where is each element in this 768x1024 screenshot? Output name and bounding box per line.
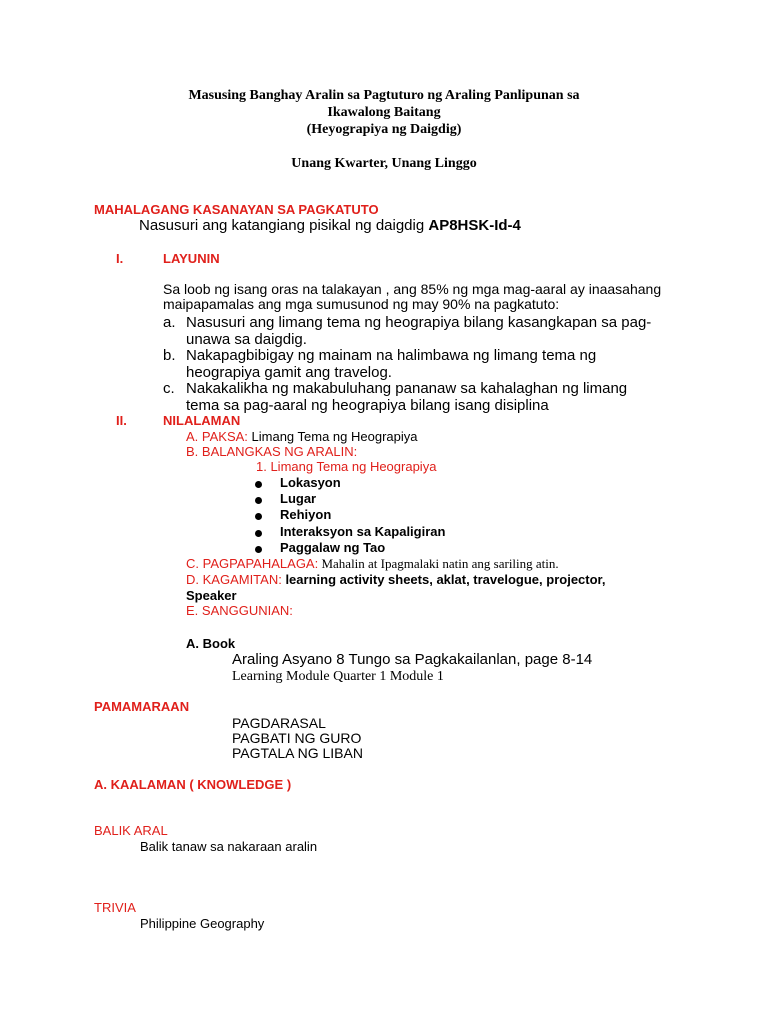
- paksa-row: [186, 429, 418, 444]
- competency-statement: Nasusuri ang katangiang pisikal ng daigdig: [139, 217, 429, 234]
- bullet-icon: [255, 546, 262, 553]
- balik-aral-label: BALIK ARAL: [94, 823, 168, 838]
- book-label: A. Book: [186, 636, 236, 651]
- book-reference-1: Araling Asyano 8 Tungo sa Pagkakailanlan, page 8-14: [232, 651, 593, 668]
- theme-lugar: Lugar: [280, 491, 317, 506]
- bullet-icon: [255, 530, 262, 537]
- trivia-label: TRIVIA: [94, 900, 136, 915]
- bullet-icon: [255, 497, 262, 504]
- competency-text: [139, 217, 521, 234]
- trivia-text: Philippine Geography: [140, 916, 265, 931]
- objective-a-line1: Nasusuri ang limang tema ng heograpiya bilang kasangkapan sa pag-: [186, 314, 652, 331]
- book-reference-2: Learning Module Quarter 1 Module 1: [232, 669, 444, 684]
- objective-a-line2: unawa sa daigdig.: [186, 331, 307, 348]
- paksa-value: Limang Tema ng Heograpiya: [247, 429, 418, 444]
- layunin-heading: LAYUNIN: [163, 251, 220, 266]
- theme-interaksyon: Interaksyon sa Kapaligiran: [280, 524, 446, 539]
- section-numeral-ii: II.: [116, 413, 127, 428]
- objective-b-line1: Nakapagbibigay ng mainam na halimbawa ng limang tema ng: [186, 347, 597, 364]
- outline-title: 1. Limang Tema ng Heograpiya: [256, 459, 437, 474]
- kaalaman-heading: A. KAALAMAN ( KNOWLEDGE ): [94, 777, 292, 792]
- kagamitan-value: learning activity sheets, aklat, travelogue, projector,: [281, 572, 606, 587]
- layunin-intro-line2: maipapamalas ang mga sumusunod ng may 90% na pagkatuto:: [163, 296, 560, 312]
- theme-lokasyon: Lokasyon: [280, 475, 341, 490]
- objective-a-marker: a.: [163, 314, 176, 331]
- objective-c-marker: c.: [163, 380, 175, 397]
- kagamitan-label: D. KAGAMITAN:: [186, 572, 282, 587]
- objective-b-line2: heograpiya gamit ang travelog.: [186, 364, 392, 381]
- document-quarter: Unang Kwarter, Unang Linggo: [291, 156, 477, 171]
- balik-aral-text: Balik tanaw sa nakaraan aralin: [140, 839, 318, 854]
- pagpapahalaga-label: C. PAGPAPAHALAGA:: [186, 556, 319, 571]
- document-title: Masusing Banghay Aralin sa Pagtuturo ng Araling Panlipunan sa: [188, 88, 580, 103]
- layunin-intro-line1: Sa loob ng isang oras na talakayan , ang 85% ng mga mag-aaral ay inaasahang: [163, 281, 662, 297]
- procedure-step: PAGDARASAL: [232, 715, 326, 731]
- pagpapahalaga-row: [186, 556, 559, 572]
- pagpapahalaga-value: Mahalin at Ipagmalaki natin ang sariling atin.: [318, 556, 559, 571]
- nilalaman-heading: NILALAMAN: [163, 413, 241, 428]
- document-grade: Ikawalong Baitang: [327, 105, 441, 120]
- procedure-step: PAGBATI NG GURO: [232, 730, 362, 746]
- competency-code: AP8HSK-Id-4: [428, 217, 521, 234]
- bullet-icon: [255, 513, 262, 520]
- sanggunian-label: E. SANGGUNIAN:: [186, 603, 293, 618]
- document-subject: (Heyograpiya ng Daigdig): [306, 122, 462, 137]
- bullet-icon: [255, 481, 262, 488]
- section-numeral-i: I.: [116, 251, 124, 266]
- procedure-step: PAGTALA NG LIBAN: [232, 745, 363, 761]
- competency-heading: MAHALAGANG KASANAYAN SA PAGKATUTO: [94, 202, 379, 217]
- theme-rehiyon: Rehiyon: [280, 507, 332, 522]
- objective-c-line1: Nakakalikha ng makabuluhang pananaw sa kahalaghan ng limang: [186, 380, 628, 397]
- pamamaraan-heading: PAMAMARAAN: [94, 699, 190, 714]
- kagamitan-value-line2: Speaker: [186, 588, 237, 603]
- theme-paggalaw: Paggalaw ng Tao: [280, 540, 386, 555]
- paksa-label: A. PAKSA:: [186, 429, 248, 444]
- objective-b-marker: b.: [163, 347, 176, 364]
- objective-c-line2: tema sa pag-aaral ng heograpiya bilang isang disiplina: [186, 397, 549, 414]
- balangkas-label: B. BALANGKAS NG ARALIN:: [186, 444, 358, 459]
- kagamitan-row: [186, 572, 606, 587]
